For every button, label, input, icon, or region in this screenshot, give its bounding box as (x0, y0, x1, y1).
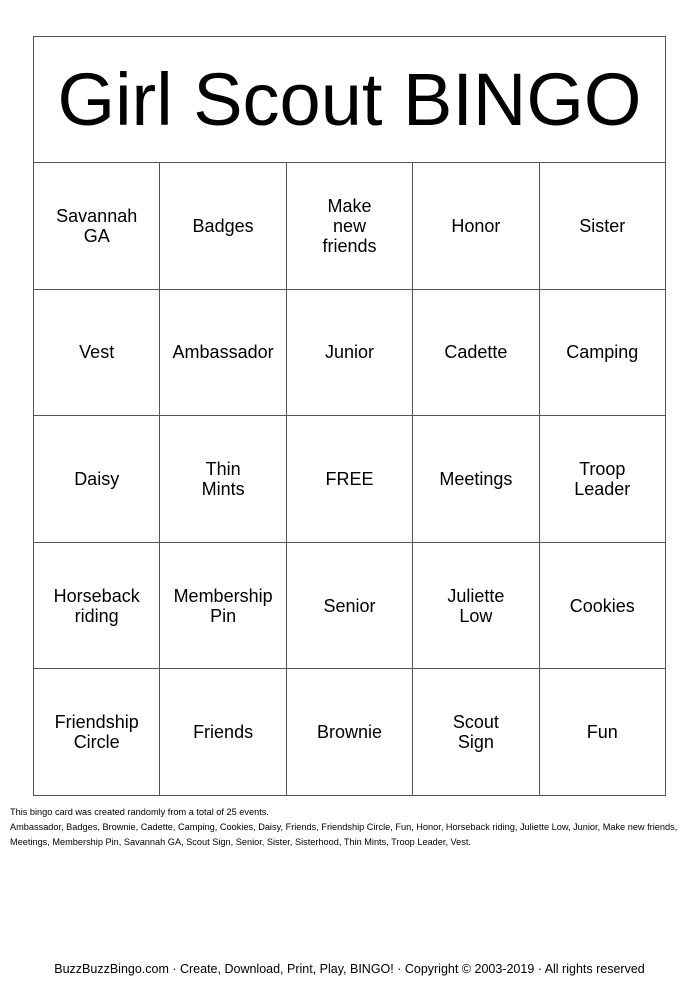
bingo-cell-text: Honor (451, 215, 501, 236)
bingo-cell-text: Pin (210, 605, 237, 626)
bingo-cell-text: Ambassador (172, 342, 274, 363)
bingo-cell (34, 542, 160, 669)
bingo-cell (539, 416, 665, 543)
bingo-cell-text: riding (74, 605, 119, 626)
bingo-cell-text: Fun (586, 722, 618, 743)
bingo-cell-text: Thin (205, 458, 241, 479)
bingo-cell-text: FREE (325, 468, 374, 489)
bingo-cell-text: Horseback (53, 585, 140, 606)
bingo-cell (286, 542, 412, 669)
bingo-cell-text: Sign (457, 732, 494, 753)
bingo-cell (286, 416, 412, 543)
card-notes (10, 805, 690, 850)
bingo-cell-text: Sister (579, 215, 626, 236)
title-row (34, 37, 666, 163)
bingo-cell (413, 542, 539, 669)
bingo-row (34, 416, 666, 543)
bingo-cell (539, 669, 665, 796)
bingo-cell-text: Juliette (447, 585, 505, 606)
bingo-cell (160, 163, 286, 290)
bingo-cell (286, 289, 412, 416)
bingo-cell-text: Meetings (439, 468, 513, 489)
bingo-cell-text: Camping (566, 342, 639, 363)
bingo-card (33, 36, 666, 796)
bingo-cell (539, 163, 665, 290)
bingo-cell-text: Senior (323, 595, 376, 616)
bingo-cell-text: Cookies (569, 595, 635, 616)
bingo-cell-text: Friendship (54, 712, 139, 733)
bingo-row (34, 289, 666, 416)
bingo-cell-text: Daisy (74, 468, 120, 489)
bingo-grid (34, 163, 666, 796)
bingo-cell-text: Membership (173, 585, 273, 606)
bingo-cell (413, 669, 539, 796)
card-title: Girl Scout BINGO (34, 37, 666, 163)
footer: BuzzBuzzBingo.com · Create, Download, Print, Play, BINGO! · Copyright © 2003-2019 · All rights reserved (54, 962, 645, 976)
bingo-cell-text: Cadette (444, 342, 508, 363)
bingo-cell (160, 542, 286, 669)
bingo-row (34, 542, 666, 669)
bingo-cell (160, 669, 286, 796)
bingo-cell-text: Friends (193, 722, 254, 743)
bingo-row (34, 163, 666, 290)
bingo-cell (160, 289, 286, 416)
notes-intro: This bingo card was created randomly from a total of 25 events. (10, 807, 269, 817)
bingo-cell-text: GA (83, 225, 110, 246)
bingo-cell (34, 416, 160, 543)
bingo-cell-text: Low (459, 605, 493, 626)
bingo-row (34, 669, 666, 796)
bingo-cell (34, 289, 160, 416)
bingo-cell (286, 669, 412, 796)
bingo-cell-text: Make (327, 195, 372, 216)
bingo-cell-text: Troop (579, 458, 626, 479)
bingo-cell (286, 163, 412, 290)
bingo-cell (413, 289, 539, 416)
bingo-cell-text: Vest (79, 342, 115, 363)
bingo-cell-text: Junior (324, 342, 374, 363)
bingo-cell-text: Brownie (316, 722, 382, 743)
bingo-cell (413, 163, 539, 290)
bingo-cell (413, 416, 539, 543)
notes-event-list: Ambassador, Badges, Brownie, Cadette, Camping, Cookies, Daisy, Friends, Friendship Circle, Fun, Honor, Horseback riding, Juliette Low, Junior, Make new friends, Meetings, Membership Pin, Savannah GA, Scout Sign, Senior, Sister, Sisterhood, Thin Mints, Troop Leader, Vest. (10, 822, 678, 847)
bingo-cell-text: Leader (574, 478, 631, 499)
bingo-cell (160, 416, 286, 543)
bingo-cell-text: Savannah (56, 205, 138, 226)
bingo-cell (539, 542, 665, 669)
bingo-cell-text: Mints (201, 478, 245, 499)
bingo-cell-text: Circle (73, 732, 120, 753)
bingo-cell (34, 163, 160, 290)
bingo-cell-text: Scout (452, 712, 499, 733)
bingo-cell-text: friends (322, 235, 377, 256)
bingo-cell-text: Badges (192, 215, 254, 236)
bingo-cell (539, 289, 665, 416)
bingo-cell (34, 669, 160, 796)
bingo-cell-text: new (332, 215, 366, 236)
